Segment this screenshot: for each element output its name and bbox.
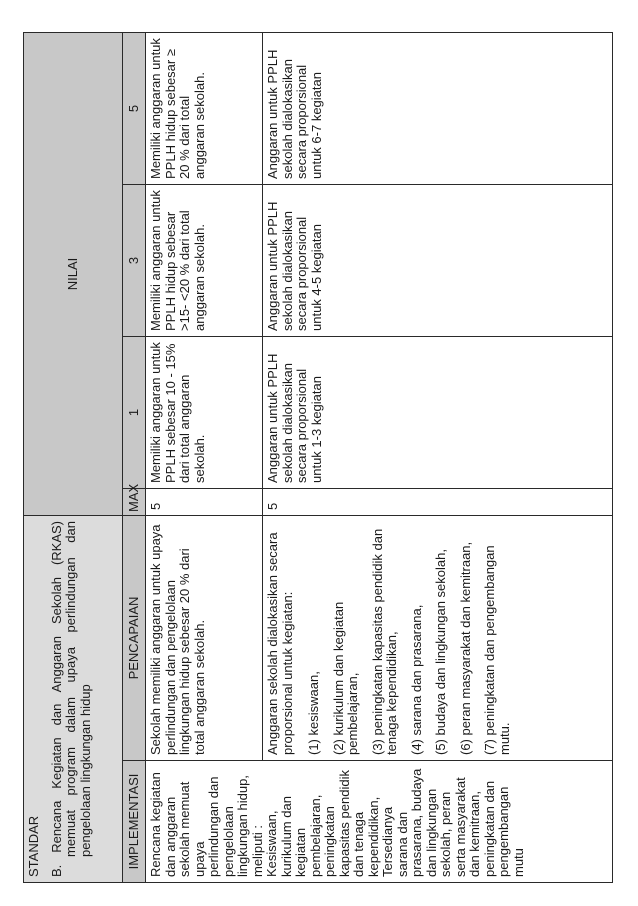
list-item: (3) peningkatan kapasitas pendidik dan tenaga kependidikan, xyxy=(369,528,399,755)
list-item: (2) kurikulum dan kegiatan pembelajaran, xyxy=(330,601,360,755)
header-nilai-1: 1 xyxy=(123,337,146,489)
nilai-5-cell: Memiliki anggaran untuk PPLH hidup sebesar ≥ 20 % dari total anggaran sekolah. xyxy=(146,32,263,184)
table-row xyxy=(146,32,263,882)
header-max: MAX xyxy=(123,489,146,516)
pencapaian-cell xyxy=(263,516,613,761)
nilai-3-cell: Memiliki anggaran untuk PPLH hidup sebesar >15- <20 % dari total anggaran sekolah. xyxy=(146,185,263,337)
nilai-1-cell: Anggaran untuk PPLH sekolah dialokasikan secara proporsional untuk 1-3 kegiatan xyxy=(263,337,613,489)
nilai-1-cell: Memiliki anggaran untuk PPLH sebesar 10 - 15% dari total anggaran sekolah. xyxy=(146,337,263,489)
table-row xyxy=(263,32,613,882)
nilai-3-cell: Anggaran untuk PPLH sekolah dialokasikan secara proporsional untuk 4-5 kegiatan xyxy=(263,185,613,337)
list-item: (6) peran masyarakat dan kemitraan, xyxy=(457,541,473,755)
standar-text: B. Rencana Kegiatan dan Anggaran Sekolah (RKAS) memuat program dalam upaya perlindungan dan pengelolaan lingkungan hidup xyxy=(48,521,93,877)
pencapaian-cell: Sekolah memiliki anggaran untuk upaya perlindungan dan pengelolaan lingkungan hidup sebesar 20 % dari total anggaran sekolah. xyxy=(146,516,263,761)
max-cell: 5 xyxy=(146,489,263,516)
nilai-5-cell: Anggaran untuk PPLH sekolah dialokasikan secara proporsional untuk 6-7 kegiatan xyxy=(263,32,613,184)
implementasi-cell: Rencana kegiatan dan anggaran sekolah memuat upaya perlindungan dan pengelolaan lingkungan hidup, meliputi : Kesiswaan, kurikulum dan kegiatan pembelajaran, peningkatan kapasitas pendidik dan tenaga kependidikan, Tersedianya sarana dan prasarana, budaya dan lingkungan sekolah, peran serta masyarakat dan kemitraan, peningkatan dan pengembangan mutu xyxy=(146,761,613,883)
standar-label: STANDAR xyxy=(26,815,41,877)
header-nilai-5: 5 xyxy=(123,32,146,184)
list-item: (1) kesiswaan, xyxy=(306,671,321,755)
rotated-page xyxy=(23,33,613,883)
list-item: (4) sarana dan prasarana, xyxy=(408,604,424,755)
standar-cell xyxy=(24,516,123,883)
assessment-table xyxy=(23,32,613,883)
header-pencapaian: PENCAPAIAN xyxy=(123,516,146,761)
list-item: (7) peningkatan dan pengembangan mutu. xyxy=(482,545,512,755)
max-cell: 5 xyxy=(263,489,613,516)
list-item: (5) budaya dan lingkungan sekolah, xyxy=(433,549,448,755)
nilai-header: NILAI xyxy=(24,32,123,515)
header-nilai-3: 3 xyxy=(123,185,146,337)
header-implementasi: IMPLEMENTASI xyxy=(123,761,146,883)
pencapaian-intro: Anggaran sekolah dialokasikan secara proporsional untuk kegiatan: xyxy=(265,532,295,755)
